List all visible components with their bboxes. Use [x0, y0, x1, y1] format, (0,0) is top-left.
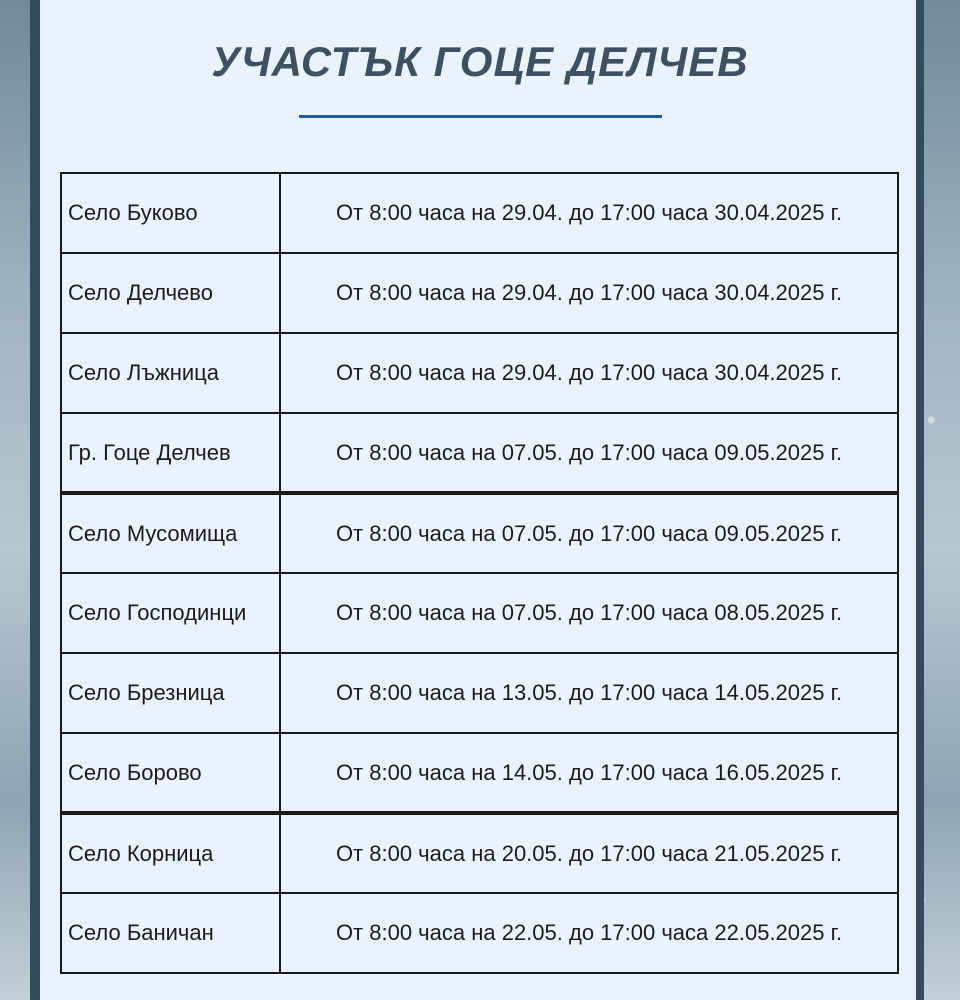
schedule-table: [60, 172, 899, 974]
page-title: УЧАСТЪК ГОЦЕ ДЕЛЧЕВ: [211, 38, 749, 85]
village-cell: Гр. Гоце Делчев: [61, 413, 280, 493]
period-cell: От 8:00 часа на 29.04. до 17:00 часа 30.04.2025 г.: [280, 333, 898, 413]
village-cell: Село Делчево: [61, 253, 280, 333]
table-row: [61, 493, 898, 573]
table-row: [61, 813, 898, 893]
village-cell: Село Борово: [61, 733, 280, 813]
period-cell: От 8:00 часа на 07.05. до 17:00 часа 09.05.2025 г.: [280, 413, 898, 493]
table-row: [61, 413, 898, 493]
table-row: [61, 253, 898, 333]
period-cell: От 8:00 часа на 22.05. до 17:00 часа 22.05.2025 г.: [280, 893, 898, 973]
period-cell: От 8:00 часа на 07.05. до 17:00 часа 08.05.2025 г.: [280, 573, 898, 653]
village-cell: Село Господинци: [61, 573, 280, 653]
period-cell: От 8:00 часа на 29.04. до 17:00 часа 30.04.2025 г.: [280, 173, 898, 253]
table-row: [61, 173, 898, 253]
title-underline: [299, 115, 662, 118]
village-cell: Село Баничан: [61, 893, 280, 973]
village-cell: Село Брезница: [61, 653, 280, 733]
table-row: [61, 333, 898, 413]
period-cell: От 8:00 часа на 29.04. до 17:00 часа 30.04.2025 г.: [280, 253, 898, 333]
period-cell: От 8:00 часа на 13.05. до 17:00 часа 14.05.2025 г.: [280, 653, 898, 733]
village-cell: Село Корница: [61, 813, 280, 893]
village-cell: Село Буково: [61, 173, 280, 253]
period-cell: От 8:00 часа на 07.05. до 17:00 часа 09.05.2025 г.: [280, 493, 898, 573]
village-cell: Село Лъжница: [61, 333, 280, 413]
village-cell: Село Мусомища: [61, 493, 280, 573]
period-cell: От 8:00 часа на 14.05. до 17:00 часа 16.05.2025 г.: [280, 733, 898, 813]
period-cell: От 8:00 часа на 20.05. до 17:00 часа 21.05.2025 г.: [280, 813, 898, 893]
table-row: [61, 733, 898, 813]
table-row: [61, 653, 898, 733]
table-row: [61, 893, 898, 973]
table-row: [61, 573, 898, 653]
